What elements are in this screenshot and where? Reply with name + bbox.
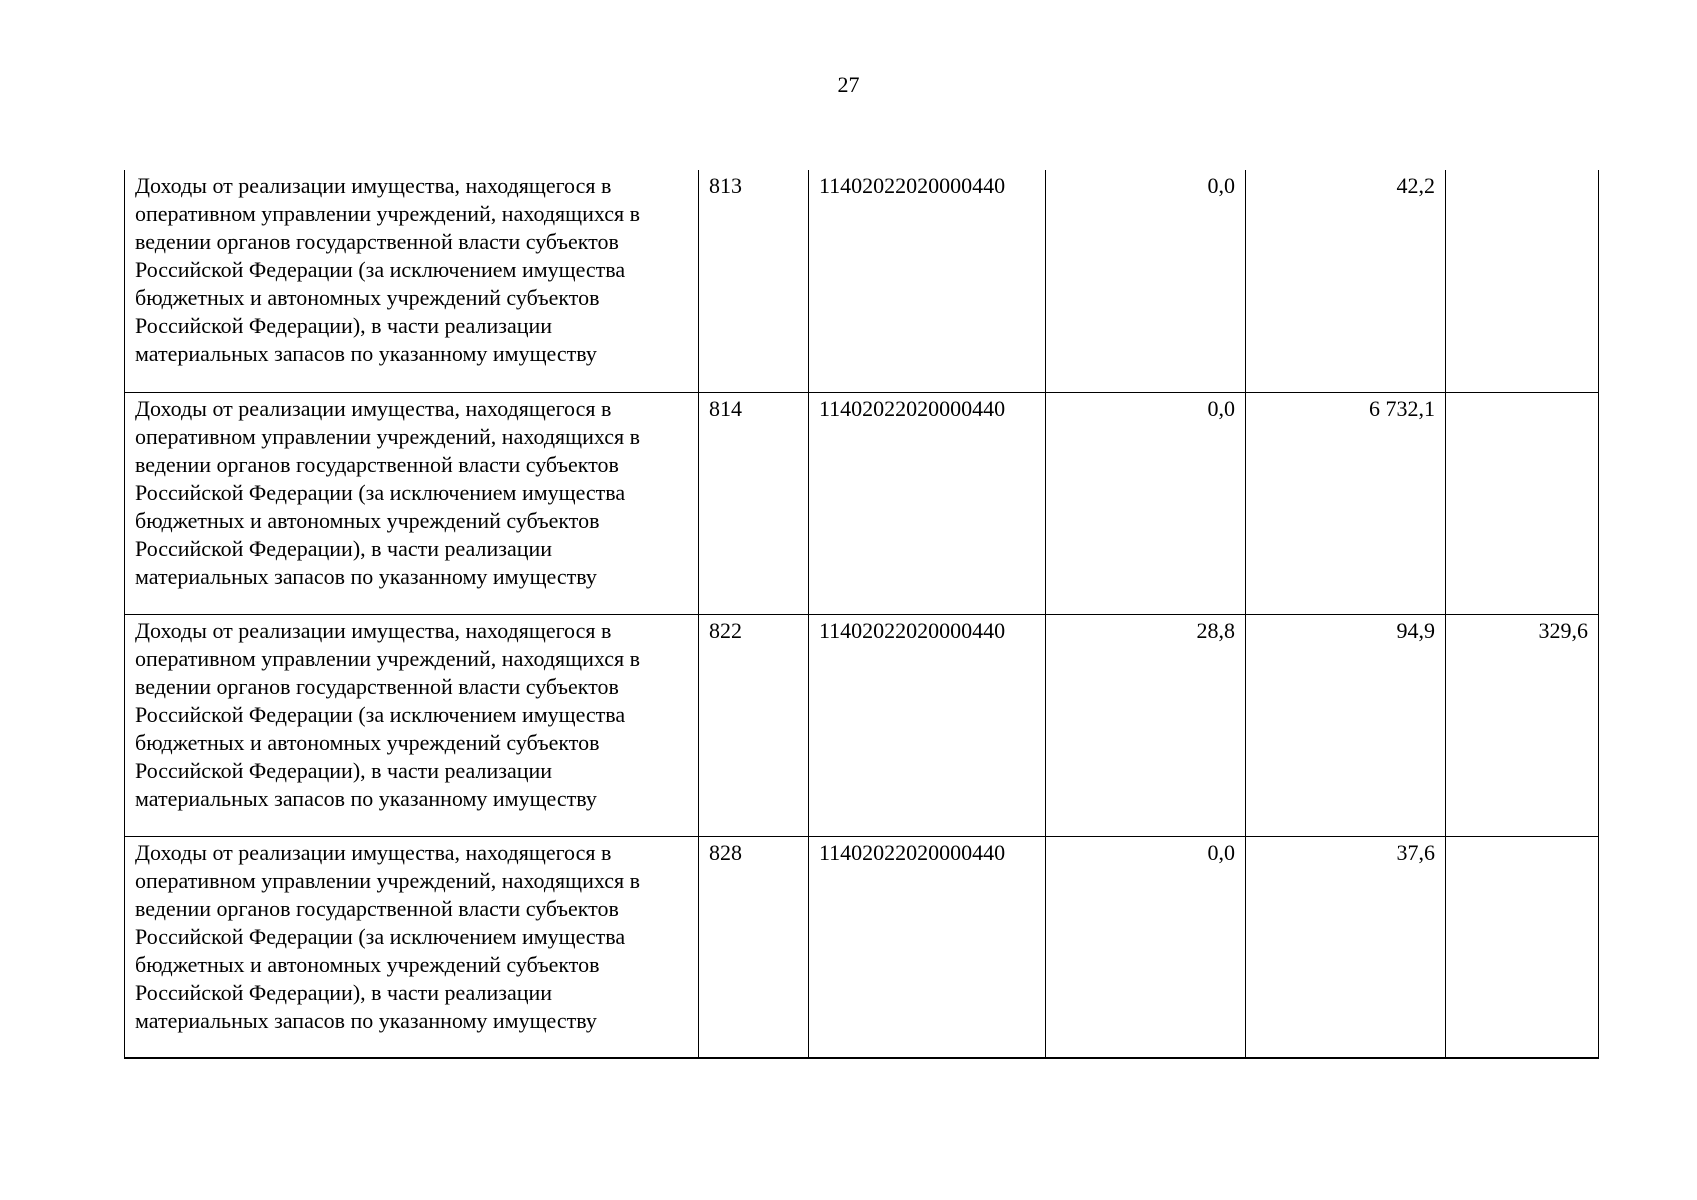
value3-cell: 329,6 bbox=[1446, 614, 1599, 836]
kbk-code-cell: 11402022020000440 bbox=[809, 614, 1046, 836]
table-row bbox=[125, 836, 1599, 1058]
value1-cell: 0,0 bbox=[1046, 836, 1246, 1058]
value3-cell bbox=[1446, 392, 1599, 614]
table-row bbox=[125, 170, 1599, 392]
kbk-code-cell: 11402022020000440 bbox=[809, 392, 1046, 614]
revenue-name-cell: Доходы от реализации имущества, находящегося в оперативном управлении учреждений, находящихся в ведении органов государственной власти субъектов Российской Федерации (за исключением имущества бюджетных и автономных учреждений субъектов Российской Федерации), в части реализации материальных запасов по указанному имуществу bbox=[125, 836, 699, 1058]
value2-cell: 42,2 bbox=[1246, 170, 1446, 392]
revenue-name-cell: Доходы от реализации имущества, находящегося в оперативном управлении учреждений, находящихся в ведении органов государственной власти субъектов Российской Федерации (за исключением имущества бюджетных и автономных учреждений субъектов Российской Федерации), в части реализации материальных запасов по указанному имуществу bbox=[125, 392, 699, 614]
revenue-name-cell: Доходы от реализации имущества, находящегося в оперативном управлении учреждений, находящихся в ведении органов государственной власти субъектов Российской Федерации (за исключением имущества бюджетных и автономных учреждений субъектов Российской Федерации), в части реализации материальных запасов по указанному имуществу bbox=[125, 614, 699, 836]
value2-cell: 94,9 bbox=[1246, 614, 1446, 836]
admin-code-cell: 814 bbox=[699, 392, 809, 614]
table-row bbox=[125, 614, 1599, 836]
admin-code-cell: 828 bbox=[699, 836, 809, 1058]
value2-cell: 6 732,1 bbox=[1246, 392, 1446, 614]
value2-cell: 37,6 bbox=[1246, 836, 1446, 1058]
value3-cell bbox=[1446, 170, 1599, 392]
admin-code-cell: 813 bbox=[699, 170, 809, 392]
page-number: 27 bbox=[837, 72, 860, 97]
kbk-code-cell: 11402022020000440 bbox=[809, 836, 1046, 1058]
revenue-name-cell: Доходы от реализации имущества, находящегося в оперативном управлении учреждений, находящихся в ведении органов государственной власти субъектов Российской Федерации (за исключением имущества бюджетных и автономных учреждений субъектов Российской Федерации), в части реализации материальных запасов по указанному имуществу bbox=[125, 170, 699, 392]
value1-cell: 0,0 bbox=[1046, 392, 1246, 614]
value1-cell: 28,8 bbox=[1046, 614, 1246, 836]
table-row bbox=[125, 392, 1599, 614]
admin-code-cell: 822 bbox=[699, 614, 809, 836]
value3-cell bbox=[1446, 836, 1599, 1058]
value1-cell: 0,0 bbox=[1046, 170, 1246, 392]
kbk-code-cell: 11402022020000440 bbox=[809, 170, 1046, 392]
revenue-table bbox=[124, 170, 1599, 1059]
